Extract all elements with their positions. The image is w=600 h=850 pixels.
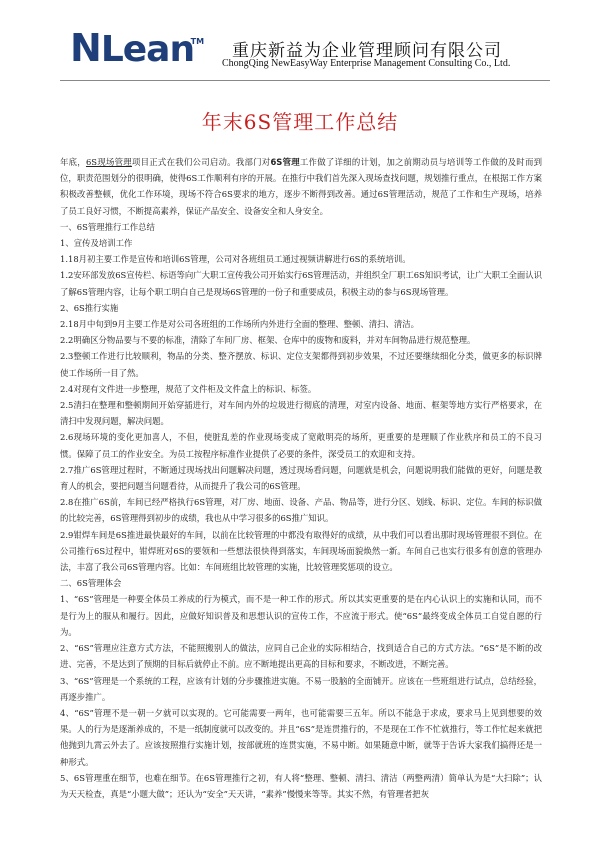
sub1-heading: 1、宣传及培训工作 bbox=[60, 238, 133, 249]
paragraph: 5、6S管理重在细节，也难在细节。在6S管理推行之初，有人将“整理、整顿、清扫、清洁（两整两清）简单认为是“大扫除”；认为天天检查，真是“小题大做”；还认为“安全”天天讲，“素养”慢慢来等等。其实不然，有管理者把灰 bbox=[60, 772, 542, 799]
paragraph: 1、“6S”管理是一种要全体员工养成的行为模式，而不是一种工作的形式。所以其实更重要的是在内心认识上的实施和认同，而不是行为上的服从和履行。因此，应做好知识普及和思想认识的宣传工作，不应流于形式。使“6S”最终变成全体员工自觉自愿的行为。 bbox=[60, 594, 542, 637]
intro-paragraph bbox=[60, 154, 542, 219]
letterhead bbox=[0, 0, 600, 82]
sub2-heading: 2、6S推行实施 bbox=[60, 302, 119, 313]
company-name-cn: 重庆新益为企业管理顾问有限公司 bbox=[232, 41, 502, 61]
intro-mid: 项目正式在我们公司启动。我部门对 bbox=[131, 157, 271, 167]
paragraph: 2、“6S”管理应注意方式方法，不能照搬别人的做法，应同自己企业的实际相结合，找到适合自己的方式方法。“6S”是不断的改进、完善，不是达到了预期的目标后就停止不前。应不断地提出更高的目标和要求，不断改进，不断完善。 bbox=[60, 643, 542, 670]
logo-text: Lean bbox=[100, 29, 195, 70]
paragraph: 2.6现场环境的变化更加喜人，不但，使脏乱差的作业现场变成了宽敞明亮的场所，更重要的是理顺了作业秩序和员工的不良习惯。保障了员工的作业安全。为员工按程序标准作业提供了必要的条件，深受员工的欢迎和支持。 bbox=[60, 432, 542, 459]
company-name-en: ChongQing NewEasyWay Enterprise Management Consulting Co., Ltd. bbox=[222, 58, 511, 69]
intro-link-6s-field: 6S现场管理 bbox=[85, 157, 132, 167]
paragraph: 2.5清扫在整理和整顿期间开始穿插进行，对车间内外的垃圾进行彻底的清理，对室内设备、地面、框架等地方实行严格要求，在清扫中发现问题，解决问题。 bbox=[60, 400, 542, 427]
intro-bold-6s: 6S管理 bbox=[270, 157, 300, 167]
logo-trademark: TM bbox=[190, 37, 205, 46]
paragraph: 3、“6S”管理是一个系统的工程，应该有计划的分步骤推进实施。不易一股脑的全面铺开。应该在一些班组进行试点，总结经验，再逐步推广。 bbox=[60, 675, 542, 702]
paragraph: 2.2明确区分物品要与不要的标准，清除了车间厂房、框架、仓库中的废物和废料，并对车间物品进行规范整理。 bbox=[60, 335, 476, 346]
paragraph: 2.3整顿工作进行比较顺利，物品的分类、整齐摆放、标识、定位支架都得到初步效果，不过还要继续细化分类，做更多的标识牌使工作场所一目了然。 bbox=[60, 351, 542, 378]
paragraph: 1.2安环部发放6S宣传栏、标语等向广大职工宣传我公司开始实行6S管理活动，并组织全厂职工6S知识考试，让广大职工全面认识了解6S管理内容，让每个职工明白自己是现场6S管理的一份子和重要成员，积极主动的参与6S现场管理。 bbox=[60, 270, 543, 297]
paragraph: 1.18月初主要工作是宣传和培训6S管理，公司对各班组员工通过视频讲解进行6S的系统培训。 bbox=[60, 254, 411, 265]
intro-pre: 年底， bbox=[60, 157, 86, 167]
header-divider bbox=[60, 80, 550, 81]
paragraph: 2.7推广6S管理过程时，不断通过现场找出问题解决问题，透过现场看问题，问题就是机会，问题说明我们能做的更好，问题是教育人的机会，要把问题当问题看待，从而提升了我公司的6S管理。 bbox=[60, 464, 542, 492]
logo-letter-n: N bbox=[70, 26, 101, 70]
document-body bbox=[60, 154, 542, 802]
paragraph: 2.8在推广6S前，车间已经严格执行6S管理，对厂房、地面、设备、产品、物品等，进行分区、划线、标识、定位。车间的标识做的比较完善，6S管理得到初步的成绩，我也从中学习很多的6S推广知识。 bbox=[60, 497, 542, 524]
nlean-logo bbox=[70, 26, 205, 70]
paragraph: 4、“6S”管理不是一朝一夕就可以实现的。它可能需要一两年，也可能需要三五年。所以不能急于求成，要求马上见到想要的效果。人的行为是逐渐养成的，不是一纸制度就可以改变的。并且“6S”是连贯推行的，不是现在工作不忙就推行，等工作忙起来就把他抛到九霄云外去了。应该按照推行实施计划，按部就班的连贯实施，不易中断。如果随意中断，就等于告诉大家我们搞得还是一种形式。 bbox=[60, 707, 542, 767]
paragraph: 2.4对现有文件进一步整理，规范了文件柜及文件盒上的标识、标签。 bbox=[60, 383, 317, 394]
section1-heading: 一、6S管理推行工作总结 bbox=[60, 221, 155, 232]
intro-rest: 工作做了详细的计划，加之前期动员与培训等工作做的及时而到位，职责范围划分的很明确，使得6S工作顺利有序的开展。在推行中我们首先深入现场查找问题，规划推行重点，在根据工作方案积极改善整顿，优化工作环境，现场不符合6S要求的地方，逐步不断得到改善。通过6S管理活动，规范了工作和生产现场，培养了员工良好习惯，不断提高素养，保证产品安全、设备安全和人身安全。 bbox=[60, 157, 542, 216]
paragraph: 2.9钳焊车间是6S推进最快最好的车间，以前在比较管理的中都没有取得好的成绩，从中我们可以看出那时现场管理很不到位。在公司推行6S过程中，钳焊班对6S的要领和一些想法很快得到落实，车间现场面貌焕然一新。车间自己也实行很多有创意的管理办法，丰富了我公司6S管理内容。比如：车间班组比较管理的实施，比较管理奖惩项的设立。 bbox=[60, 529, 542, 573]
paragraph: 2.18月中旬到9月主要工作是对公司各班组的工作场所内外进行全面的整理、整顿、清扫、清洁。 bbox=[60, 319, 419, 330]
section2-heading: 二、6S管理体会 bbox=[60, 578, 122, 589]
document-title: 年末6S管理工作总结 bbox=[201, 110, 399, 134]
